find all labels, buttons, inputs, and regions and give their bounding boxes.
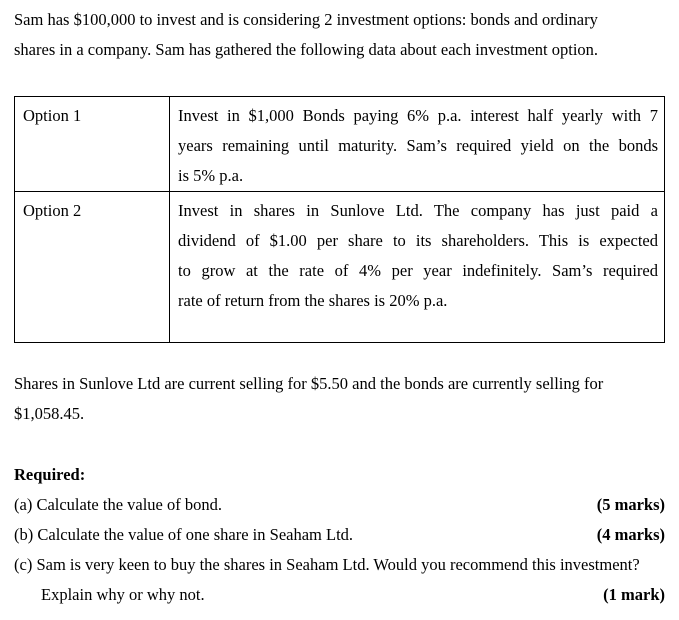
option-1-description (170, 97, 665, 192)
option-2-label: Option 2 (15, 192, 170, 343)
intro-line-2: shares in a company. Sam has gathered the following data about each investment option. (14, 40, 599, 59)
option-1-line: Invest in $1,000 Bonds paying 6% p.a. interest half yearly with 7 (178, 106, 658, 125)
question-c (14, 555, 665, 575)
table-row (15, 192, 665, 343)
question-c-text-continued: Explain why or why not. (41, 585, 205, 604)
question-a (14, 495, 665, 515)
option-1-line: years remaining until maturity. Sam’s required yield on the bonds (178, 136, 658, 155)
option-1-label: Option 1 (15, 97, 170, 192)
question-c-continued (14, 585, 665, 605)
question-a-text: (a) Calculate the value of bond. (14, 495, 222, 514)
option-2-line: Invest in shares in Sunlove Ltd. The company has just paid a (178, 201, 658, 220)
options-table (14, 96, 665, 343)
question-b-text: (b) Calculate the value of one share in Seaham Ltd. (14, 525, 354, 544)
question-a-marks: (5 marks) (596, 495, 665, 514)
required-heading: Required: (14, 465, 86, 484)
price-info-line-2: $1,058.45. (14, 404, 85, 423)
price-info-line-1: Shares in Sunlove Ltd are current selling for $5.50 and the bonds are currently selling for (14, 374, 604, 393)
option-1-line: is 5% p.a. (178, 166, 244, 185)
question-b-marks: (4 marks) (596, 525, 665, 544)
option-2-line: rate of return from the shares is 20% p.a. (178, 291, 448, 310)
question-c-text: (c) Sam is very keen to buy the shares in Seaham Ltd. Would you recommend this investment? (14, 555, 640, 574)
intro-line-1: Sam has $100,000 to invest and is considering 2 investment options: bonds and ordinary (14, 10, 598, 29)
option-2-line: to grow at the rate of 4% per year indefinitely. Sam’s required (178, 261, 658, 280)
question-c-marks: (1 mark) (603, 585, 665, 604)
table-row (15, 97, 665, 192)
question-b (14, 525, 665, 545)
option-2-line: dividend of $1.00 per share to its shareholders. This is expected (178, 231, 658, 250)
option-2-description (170, 192, 665, 343)
